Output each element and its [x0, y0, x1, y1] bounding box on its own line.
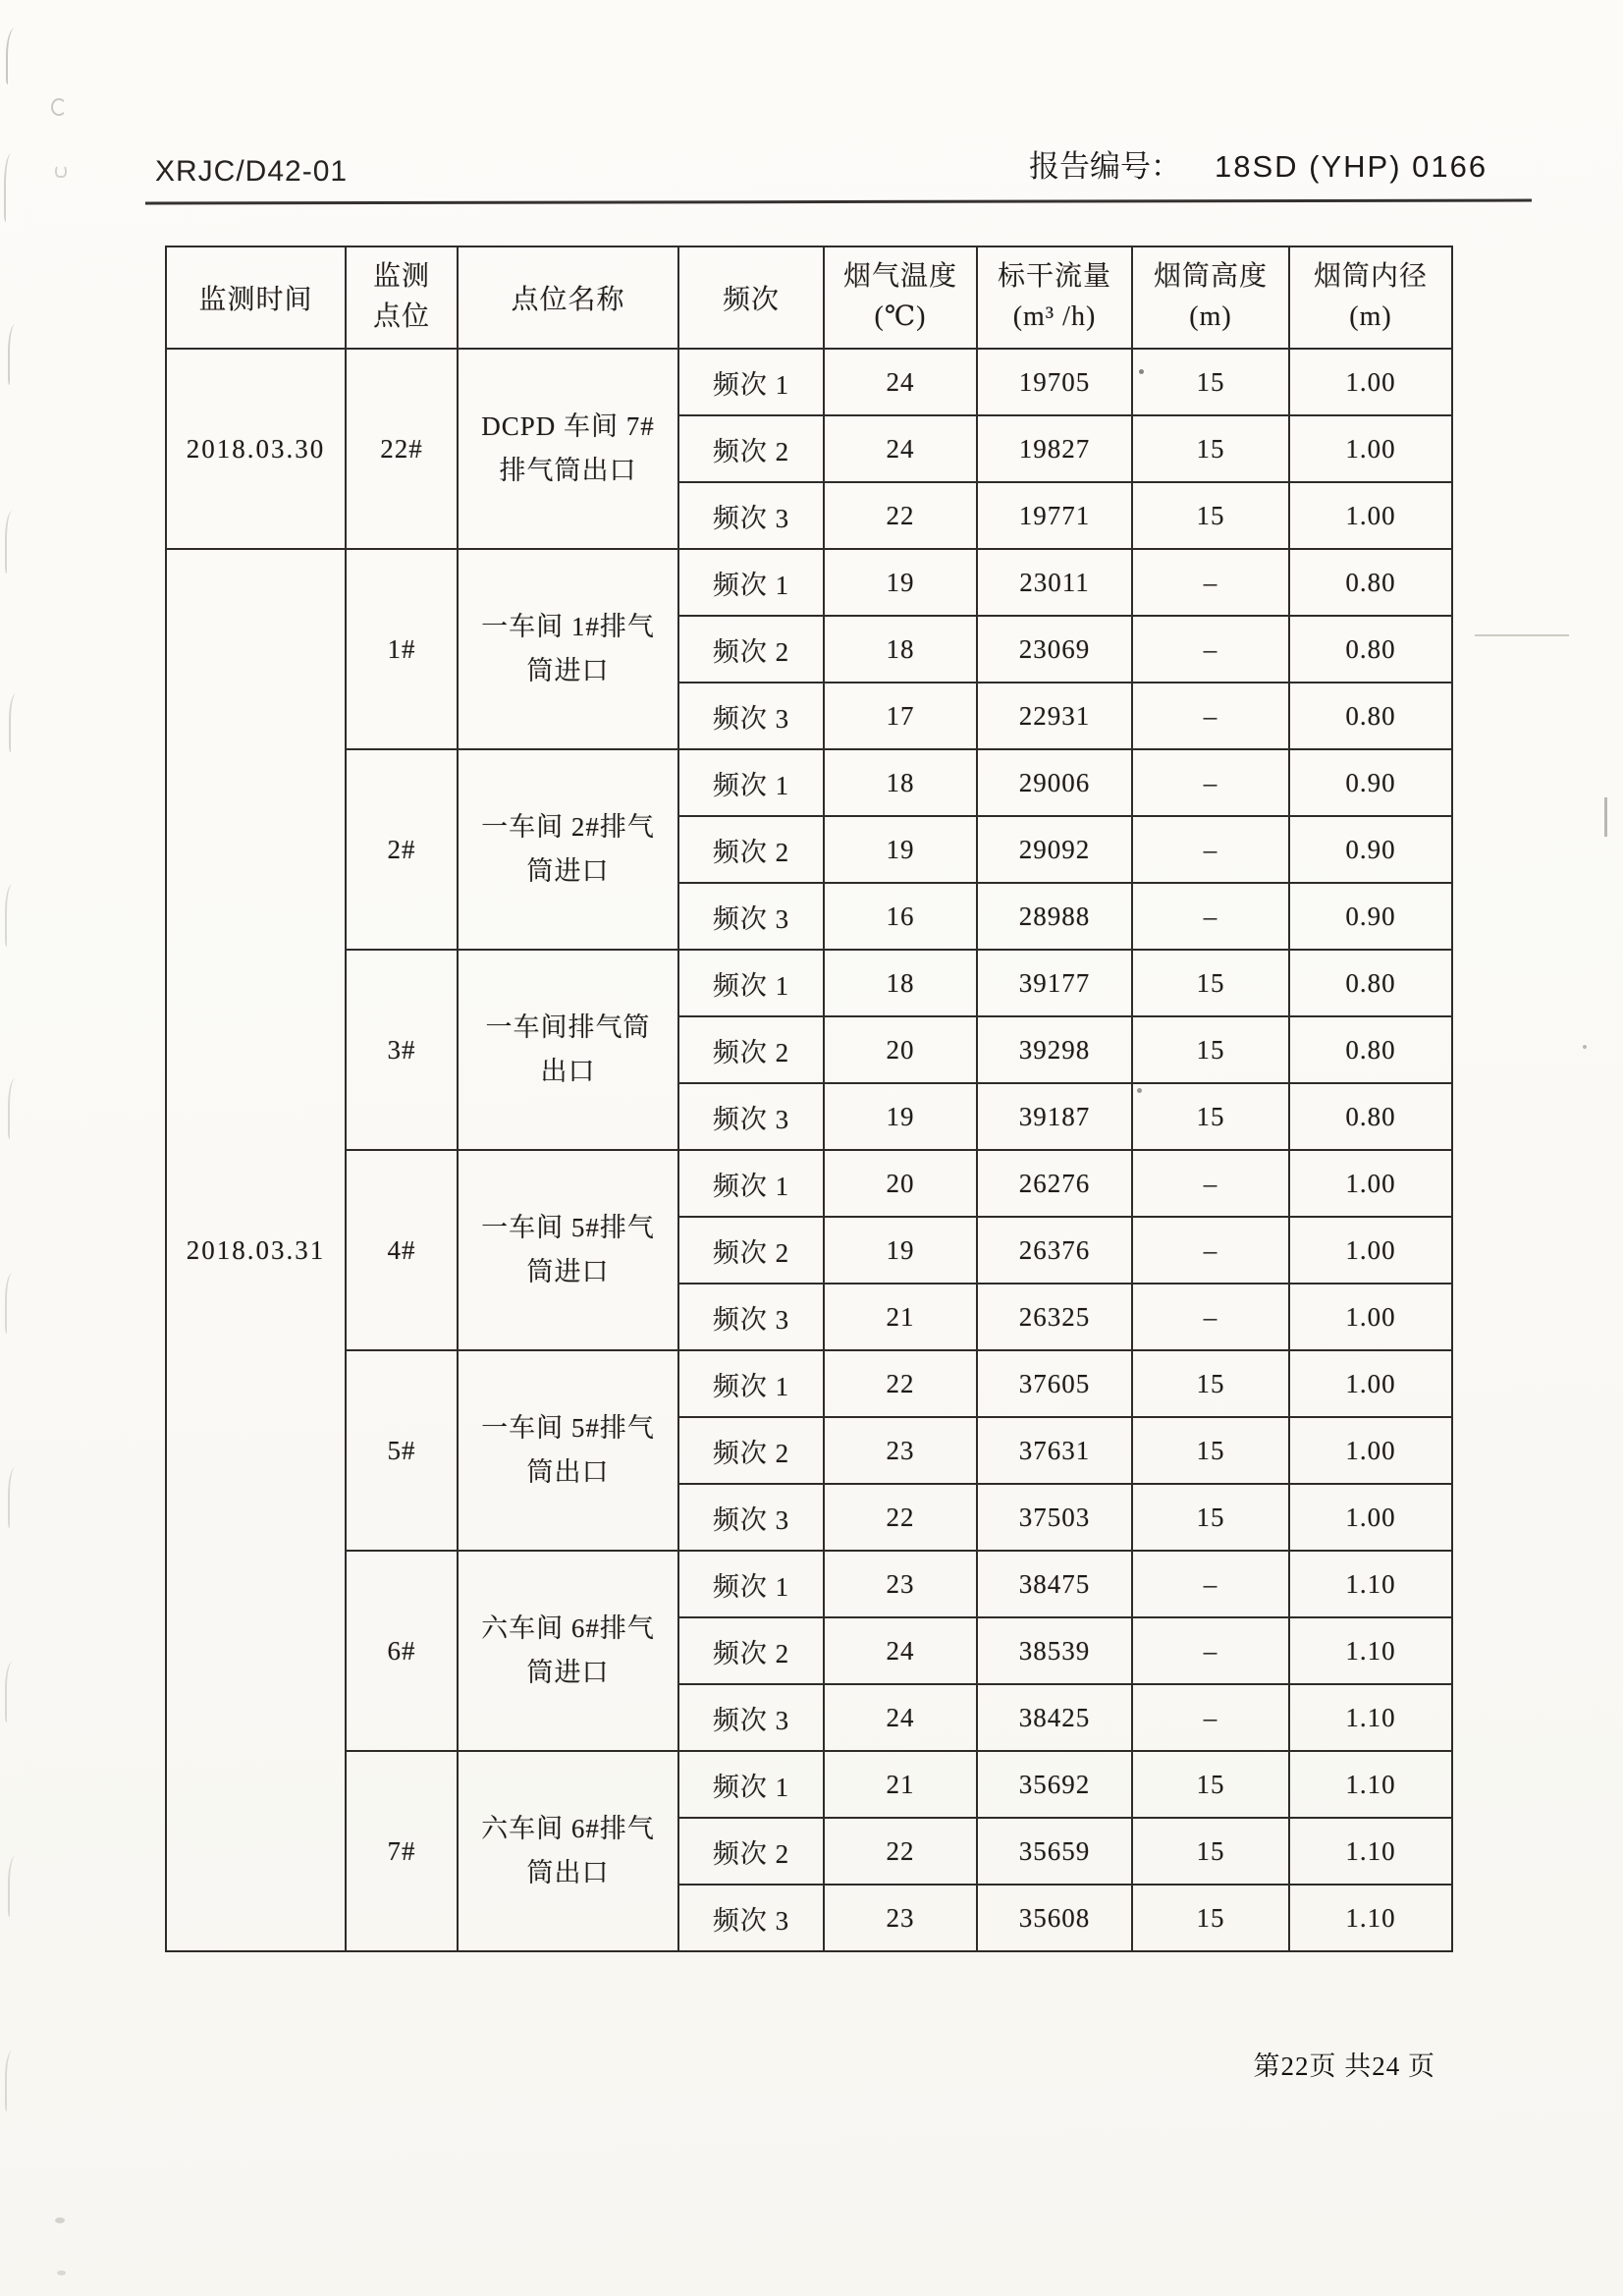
- scan-artifact: [4, 153, 18, 222]
- name-cell: 一车间排气筒出口: [458, 950, 678, 1150]
- temp-cell: 22: [824, 482, 977, 549]
- col-header-point-line1: 监测: [372, 261, 430, 293]
- scan-artifact: [6, 27, 22, 84]
- col-header-dia-unit: (m): [1349, 301, 1392, 332]
- flow-cell: 19771: [977, 482, 1132, 549]
- dia-cell: 1.10: [1289, 1684, 1452, 1751]
- scan-artifact: [51, 98, 67, 116]
- col-header-point: [346, 246, 458, 349]
- name-cell: 一车间 5#排气筒进口: [458, 1150, 678, 1350]
- flow-cell: 35608: [977, 1885, 1132, 1951]
- temp-cell: 23: [824, 1885, 977, 1951]
- scan-artifact: [8, 1856, 22, 1917]
- height-cell: 15: [1132, 950, 1289, 1016]
- scan-artifact: [9, 693, 23, 752]
- freq-cell: 频次 3: [678, 482, 824, 549]
- freq-cell: 频次 3: [678, 1284, 824, 1350]
- date-cell: 2018.03.31: [166, 549, 346, 1951]
- height-cell: 15: [1132, 1885, 1289, 1951]
- flow-cell: 38539: [977, 1617, 1132, 1684]
- height-cell: 15: [1132, 482, 1289, 549]
- height-cell: 15: [1132, 349, 1289, 415]
- dia-cell: 0.80: [1289, 1083, 1452, 1150]
- freq-cell: 频次 1: [678, 1150, 824, 1217]
- temp-cell: 18: [824, 616, 977, 683]
- col-header-temp: [824, 246, 977, 349]
- temp-cell: 19: [824, 1083, 977, 1150]
- temp-cell: 20: [824, 1150, 977, 1217]
- dia-cell: 0.90: [1289, 749, 1452, 816]
- freq-cell: 频次 1: [678, 1350, 824, 1417]
- freq-cell: 频次 3: [678, 883, 824, 950]
- name-cell: 六车间 6#排气筒出口: [458, 1751, 678, 1951]
- temp-cell: 24: [824, 1617, 977, 1684]
- freq-cell: 频次 1: [678, 950, 824, 1016]
- temp-cell: 20: [824, 1016, 977, 1083]
- temp-cell: 18: [824, 950, 977, 1016]
- col-header-height: [1132, 246, 1289, 349]
- table-row: [166, 349, 1452, 415]
- name-cell: 一车间 2#排气筒进口: [458, 749, 678, 950]
- dia-cell: 1.00: [1289, 1150, 1452, 1217]
- dia-cell: 0.90: [1289, 816, 1452, 883]
- height-cell: –: [1132, 1551, 1289, 1617]
- table-row: [166, 1150, 1452, 1217]
- freq-cell: 频次 3: [678, 1684, 824, 1751]
- scan-artifact: [5, 1662, 19, 1722]
- temp-cell: 21: [824, 1751, 977, 1818]
- table-row: [166, 950, 1452, 1016]
- temp-cell: 22: [824, 1484, 977, 1551]
- flow-cell: 37503: [977, 1484, 1132, 1551]
- scan-artifact: [5, 884, 19, 947]
- dia-cell: 1.10: [1289, 1818, 1452, 1885]
- col-header-dia: [1289, 246, 1452, 349]
- flow-cell: 19827: [977, 415, 1132, 482]
- freq-cell: 频次 3: [678, 1885, 824, 1951]
- col-header-flow-line1: 标干流量: [997, 261, 1111, 293]
- temp-cell: 24: [824, 1684, 977, 1751]
- monitoring-table: [165, 246, 1453, 1952]
- freq-cell: 频次 2: [678, 816, 824, 883]
- height-cell: –: [1132, 616, 1289, 683]
- freq-cell: 频次 2: [678, 1617, 824, 1684]
- scan-artifact: [57, 2270, 66, 2275]
- report-number: [1029, 141, 1488, 186]
- temp-cell: 19: [824, 816, 977, 883]
- date-cell: 2018.03.30: [166, 349, 346, 549]
- flow-cell: 38425: [977, 1684, 1132, 1751]
- name-cell: 一车间 1#排气筒进口: [458, 549, 678, 749]
- scan-artifact: [1583, 1045, 1587, 1049]
- point-cell: 3#: [346, 950, 458, 1150]
- report-number-label: 报告编号：: [1029, 149, 1181, 184]
- flow-cell: 23069: [977, 616, 1132, 683]
- doc-code: XRJC/D42-01: [155, 155, 349, 188]
- height-cell: –: [1132, 1284, 1289, 1350]
- dia-cell: 0.80: [1289, 683, 1452, 749]
- height-cell: –: [1132, 1617, 1289, 1684]
- flow-cell: 28988: [977, 883, 1132, 950]
- freq-cell: 频次 2: [678, 1016, 824, 1083]
- dia-cell: 1.00: [1289, 1284, 1452, 1350]
- point-cell: 7#: [346, 1751, 458, 1951]
- scan-artifact: [8, 1078, 22, 1139]
- dia-cell: 0.80: [1289, 549, 1452, 616]
- col-header-temp-line1: 烟气温度: [842, 261, 957, 293]
- freq-cell: 频次 2: [678, 616, 824, 683]
- dia-cell: 1.10: [1289, 1885, 1452, 1951]
- table-row: [166, 1551, 1452, 1617]
- point-cell: 2#: [346, 749, 458, 950]
- flow-cell: 26276: [977, 1150, 1132, 1217]
- temp-cell: 24: [824, 415, 977, 482]
- height-cell: 15: [1132, 1818, 1289, 1885]
- freq-cell: 频次 1: [678, 549, 824, 616]
- scan-artifact: [55, 165, 67, 178]
- flow-cell: 29006: [977, 749, 1132, 816]
- dia-cell: 1.00: [1289, 1350, 1452, 1417]
- flow-cell: 39177: [977, 950, 1132, 1016]
- flow-cell: 29092: [977, 816, 1132, 883]
- dia-cell: 1.10: [1289, 1617, 1452, 1684]
- dia-cell: 1.00: [1289, 415, 1452, 482]
- freq-cell: 频次 2: [678, 1217, 824, 1284]
- dia-cell: 0.80: [1289, 1016, 1452, 1083]
- height-cell: 15: [1132, 1484, 1289, 1551]
- height-cell: –: [1132, 549, 1289, 616]
- dia-cell: 0.80: [1289, 616, 1452, 683]
- temp-cell: 21: [824, 1284, 977, 1350]
- dia-cell: 1.00: [1289, 1217, 1452, 1284]
- dia-cell: 0.90: [1289, 883, 1452, 950]
- temp-cell: 23: [824, 1551, 977, 1617]
- freq-cell: 频次 2: [678, 1417, 824, 1484]
- freq-cell: 频次 1: [678, 749, 824, 816]
- flow-cell: 39187: [977, 1083, 1132, 1150]
- temp-cell: 19: [824, 1217, 977, 1284]
- col-header-temp-unit: (℃): [874, 301, 927, 332]
- report-number-value: 18SD (YHP) 0166: [1215, 149, 1488, 184]
- freq-cell: 频次 1: [678, 349, 824, 415]
- flow-cell: 23011: [977, 549, 1132, 616]
- scan-artifact: [55, 2217, 65, 2223]
- scan-artifact: [5, 1273, 19, 1334]
- scan-artifact: [5, 511, 19, 574]
- point-cell: 4#: [346, 1150, 458, 1350]
- height-cell: –: [1132, 883, 1289, 950]
- table-row: [166, 1751, 1452, 1818]
- dia-cell: 1.00: [1289, 482, 1452, 549]
- scan-artifact: [8, 1467, 22, 1528]
- col-header-height-unit: (m): [1189, 301, 1232, 332]
- temp-cell: 22: [824, 1818, 977, 1885]
- dia-cell: 1.00: [1289, 1417, 1452, 1484]
- height-cell: –: [1132, 1150, 1289, 1217]
- point-cell: 22#: [346, 349, 458, 549]
- height-cell: –: [1132, 816, 1289, 883]
- point-cell: 6#: [346, 1551, 458, 1751]
- col-header-flow-unit: (m³ /h): [1012, 301, 1097, 332]
- flow-cell: 38475: [977, 1551, 1132, 1617]
- freq-cell: 频次 3: [678, 1083, 824, 1150]
- temp-cell: 24: [824, 349, 977, 415]
- temp-cell: 22: [824, 1350, 977, 1417]
- col-header-name: 点位名称: [458, 246, 678, 349]
- dia-cell: 1.10: [1289, 1551, 1452, 1617]
- col-header-height-line1: 烟筒高度: [1153, 261, 1268, 293]
- scan-artifact: [1475, 634, 1569, 636]
- flow-cell: 37631: [977, 1417, 1132, 1484]
- flow-cell: 22931: [977, 683, 1132, 749]
- freq-cell: 频次 1: [678, 1751, 824, 1818]
- flow-cell: 26376: [977, 1217, 1132, 1284]
- temp-cell: 16: [824, 883, 977, 950]
- freq-cell: 频次 2: [678, 1818, 824, 1885]
- scan-artifact: [1604, 797, 1607, 837]
- col-header-time: 监测时间: [166, 246, 346, 349]
- height-cell: 15: [1132, 415, 1289, 482]
- temp-cell: 23: [824, 1417, 977, 1484]
- dia-cell: 1.10: [1289, 1751, 1452, 1818]
- height-cell: 15: [1132, 1016, 1289, 1083]
- freq-cell: 频次 2: [678, 415, 824, 482]
- dia-cell: 0.80: [1289, 950, 1452, 1016]
- height-cell: 15: [1132, 1751, 1289, 1818]
- col-header-point-line2: 点位: [372, 301, 430, 332]
- height-cell: 15: [1132, 1350, 1289, 1417]
- height-cell: –: [1132, 1684, 1289, 1751]
- table-header-row: [166, 246, 1452, 349]
- flow-cell: 26325: [977, 1284, 1132, 1350]
- flow-cell: 35659: [977, 1818, 1132, 1885]
- height-cell: 15: [1132, 1083, 1289, 1150]
- point-cell: 1#: [346, 549, 458, 749]
- name-cell: 一车间 5#排气筒出口: [458, 1350, 678, 1551]
- name-cell: 六车间 6#排气筒进口: [458, 1551, 678, 1751]
- col-header-flow: [977, 246, 1132, 349]
- dia-cell: 1.00: [1289, 349, 1452, 415]
- flow-cell: 37605: [977, 1350, 1132, 1417]
- col-header-dia-line1: 烟筒内径: [1313, 261, 1428, 293]
- flow-cell: 39298: [977, 1016, 1132, 1083]
- temp-cell: 19: [824, 549, 977, 616]
- point-cell: 5#: [346, 1350, 458, 1551]
- dia-cell: 1.00: [1289, 1484, 1452, 1551]
- flow-cell: 35692: [977, 1751, 1132, 1818]
- page-indicator: 第22页 共24 页: [1253, 2051, 1435, 2081]
- name-cell: DCPD 车间 7#排气筒出口: [458, 349, 678, 549]
- temp-cell: 17: [824, 683, 977, 749]
- table-row: [166, 749, 1452, 816]
- scan-artifact: [8, 324, 22, 385]
- height-cell: 15: [1132, 1417, 1289, 1484]
- freq-cell: 频次 1: [678, 1551, 824, 1617]
- height-cell: –: [1132, 683, 1289, 749]
- height-cell: –: [1132, 749, 1289, 816]
- table-row: [166, 1350, 1452, 1417]
- scan-artifact: [5, 2050, 19, 2111]
- header-rule: [145, 199, 1532, 205]
- freq-cell: 频次 3: [678, 1484, 824, 1551]
- height-cell: –: [1132, 1217, 1289, 1284]
- temp-cell: 18: [824, 749, 977, 816]
- table-row: [166, 549, 1452, 616]
- freq-cell: 频次 3: [678, 683, 824, 749]
- flow-cell: 19705: [977, 349, 1132, 415]
- col-header-freq: 频次: [678, 246, 824, 349]
